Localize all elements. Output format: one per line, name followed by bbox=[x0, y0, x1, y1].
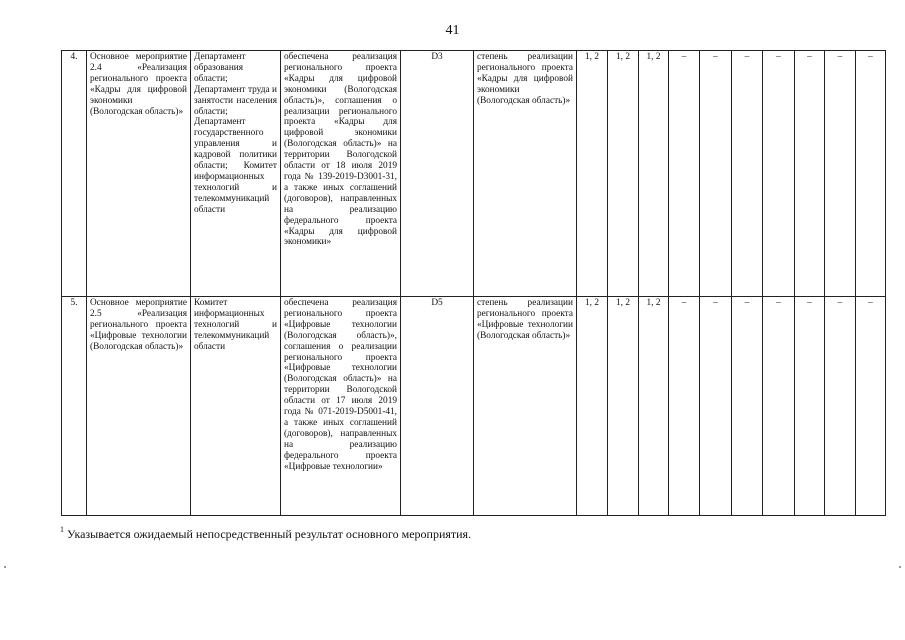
scan-edge-mark bbox=[4, 566, 6, 568]
project-code: D3 bbox=[401, 51, 474, 297]
page-number: 41 bbox=[445, 23, 460, 38]
year-value: 1, 2 bbox=[608, 51, 639, 297]
year-value: – bbox=[732, 297, 763, 516]
year-value: – bbox=[732, 51, 763, 297]
year-value: 1, 2 bbox=[639, 297, 669, 516]
footnote-text: Указывается ожидаемый непосредственный результат основного мероприятия. bbox=[67, 527, 472, 541]
year-value: – bbox=[763, 51, 795, 297]
year-value: – bbox=[700, 297, 732, 516]
year-value: – bbox=[825, 297, 856, 516]
indicator-name: степень реализации регионального проекта «Кадры для цифровой экономики (Вологодская область)» bbox=[474, 51, 577, 297]
year-value: 1, 2 bbox=[639, 51, 669, 297]
year-value: – bbox=[795, 51, 825, 297]
year-value: 1, 2 bbox=[608, 297, 639, 516]
table-row bbox=[62, 51, 886, 297]
row-number: 4. bbox=[62, 51, 87, 297]
indicator-name: степень реализации регионального проекта «Цифровые технологии (Вологодская область)» bbox=[474, 297, 577, 516]
year-value: – bbox=[856, 297, 886, 516]
executor: Департамент образования области; Департамент труда и занятости населения области; Департамент государственного управления и кадровой политики области; Комитет информационных технологий и телекоммуникаций области bbox=[191, 51, 281, 297]
table-row bbox=[62, 297, 886, 516]
event-name: Основное мероприятие 2.5 «Реализация регионального проекта «Цифровые технологии (Вологодская область)» bbox=[87, 297, 191, 516]
year-value: – bbox=[763, 297, 795, 516]
year-value: – bbox=[856, 51, 886, 297]
year-value: – bbox=[795, 297, 825, 516]
year-value: – bbox=[669, 51, 700, 297]
project-code: D5 bbox=[401, 297, 474, 516]
event-name: Основное мероприятие 2.4 «Реализация регионального проекта «Кадры для цифровой экономики (Вологодская область)» bbox=[87, 51, 191, 297]
expected-result: обеспечена реализация регионального проекта «Цифровые технологии (Вологодская область)», соглашения о реализации регионального проекта «Цифровые технологии (Вологодская область)» на территории Вологодской области от 17 июля 2019 года № 071-2019-D5001-41, а также иных соглашений (договоров), направленных на реализацию федерального проекта «Цифровые технологии» bbox=[281, 297, 401, 516]
executor: Комитет информационных технологий и телекоммуникаций области bbox=[191, 297, 281, 516]
expected-result: обеспечена реализация регионального проекта «Кадры для цифровой экономики (Вологодская область)», соглашения о реализации регионального проекта «Кадры для цифровой экономики (Вологодская область)» на территории Вологодской области от 18 июля 2019 года № 139-2019-D3001-31, а также иных соглашений (договоров), направленных на реализацию федерального проекта «Кадры для цифровой экономики» bbox=[281, 51, 401, 297]
measures-table bbox=[61, 50, 886, 516]
year-value: – bbox=[825, 51, 856, 297]
year-value: – bbox=[700, 51, 732, 297]
scan-edge-mark bbox=[899, 566, 901, 568]
year-value: 1, 2 bbox=[577, 51, 608, 297]
footnote bbox=[60, 526, 471, 542]
footnote-marker: 1 bbox=[60, 525, 64, 534]
year-value: – bbox=[669, 297, 700, 516]
year-value: 1, 2 bbox=[577, 297, 608, 516]
row-number: 5. bbox=[62, 297, 87, 516]
